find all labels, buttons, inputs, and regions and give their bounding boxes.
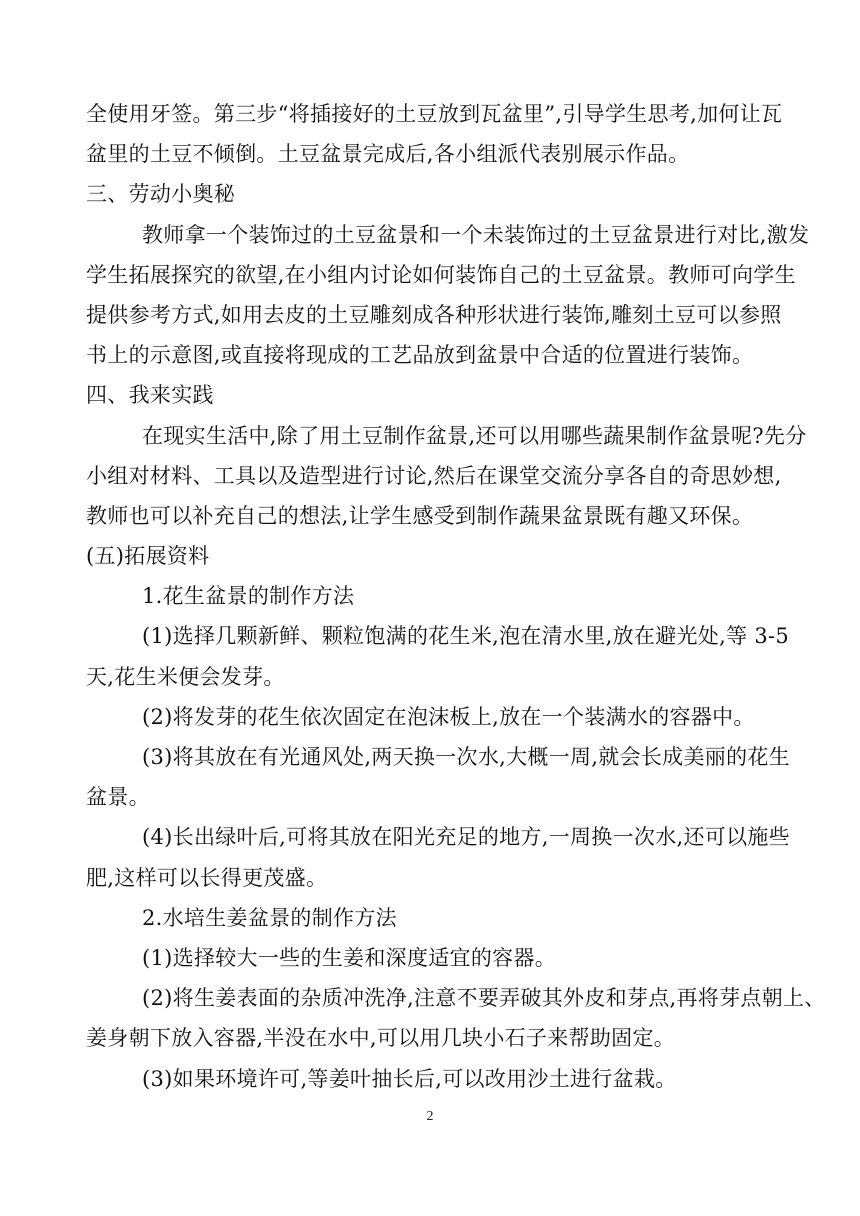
text-line: 提供参考方式,如用去皮的土豆雕刻成各种形状进行装饰,雕刻土豆可以参照 xyxy=(86,302,782,327)
text-line: 天,花生米便会发芽。 xyxy=(86,664,285,689)
text-line: 盆景。 xyxy=(86,785,150,810)
text-line: 姜身朝下放入容器,半没在水中,可以用几块小石子来帮助固定。 xyxy=(86,1026,676,1051)
text-line: (1)选择几颗新鲜、颗粒饱满的花生米,泡在清水里,放在避光处,等 3-5 xyxy=(142,624,790,649)
section-heading: 三、劳动小奥秘 xyxy=(86,182,236,207)
text-line: 盆里的土豆不倾倒。土豆盆景完成后,各小组派代表别展示作品。 xyxy=(86,142,690,167)
text-line: (3)如果环境许可,等姜叶抽长后,可以改用沙土进行盆栽。 xyxy=(142,1066,677,1091)
text-line: 教师也可以补充自己的想法,让学生感受到制作蔬果盆景既有趣又环保。 xyxy=(86,503,754,528)
text-line: 肥,这样可以长得更茂盛。 xyxy=(86,865,328,890)
text-line: 小组对材料、工具以及造型进行讨论,然后在课堂交流分享各自的奇思妙想, xyxy=(86,463,782,488)
text-line: 学生拓展探究的欲望,在小组内讨论如何装饰自己的土豆盆景。教师可向学生 xyxy=(86,262,796,287)
text-line: (4)长出绿叶后,可将其放在阳光充足的地方,一周换一次水,还可以施些 xyxy=(142,825,790,850)
subsection-heading: 1.花生盆景的制作方法 xyxy=(142,584,355,609)
text-line: 书上的示意图,或直接将现成的工艺品放到盆景中合适的位置进行装饰。 xyxy=(86,343,754,368)
text-line: 全使用牙签。第三步“将插接好的土豆放到瓦盆里”,引导学生思考,加何让瓦 xyxy=(86,102,783,126)
text-line: (2)将发芽的花生依次固定在泡沫板上,放在一个装满水的容器中。 xyxy=(142,704,755,729)
text-line: (1)选择较大一些的生姜和深度适宜的容器。 xyxy=(142,945,557,970)
text-line: 教师拿一个装饰过的土豆盆景和一个未装饰过的土豆盆景进行对比,激发 xyxy=(142,222,810,247)
text-line: (3)将其放在有光通风处,两天换一次水,大概一周,就会长成美丽的花生 xyxy=(142,745,790,769)
section-heading: (五)拓展资料 xyxy=(86,544,210,569)
text-line: (2)将生姜表面的杂质冲洗净,注意不要弄破其外皮和芽点,再将芽点朝上、 xyxy=(142,986,826,1011)
text-line: 在现实生活中,除了用土豆制作盆景,还可以用哪些蔬果制作盆景呢?先分 xyxy=(142,423,807,448)
subsection-heading: 2.水培生姜盆景的制作方法 xyxy=(142,905,397,930)
section-heading: 四、我来实践 xyxy=(86,383,214,408)
page-number: 2 xyxy=(426,1109,434,1124)
document-body xyxy=(86,94,826,1099)
